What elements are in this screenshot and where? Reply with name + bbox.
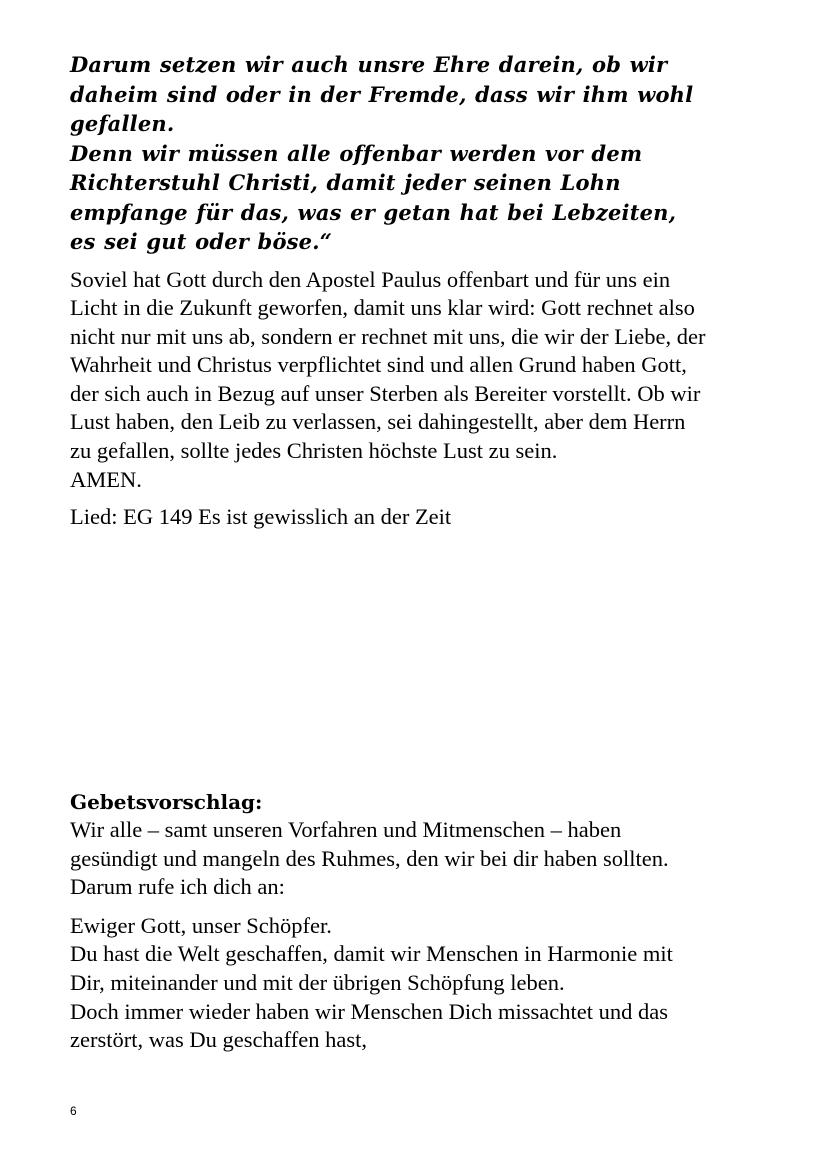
text-line: Doch immer wieder haben wir Menschen Dich missachtet und das — [70, 998, 668, 1024]
prayer-paragraph — [70, 912, 780, 1055]
sermon-paragraph — [70, 266, 780, 495]
text-line: Wahrheit und Christus verpflichtet sind und allen Grund haben Gott, — [70, 352, 687, 378]
quote-line: daheim sind oder in der Fremde, dass wir ihm wohl — [70, 81, 694, 107]
text-line: Ewiger Gott, unser Schöpfer. — [70, 912, 332, 938]
text-line: zu gefallen, sollte jedes Christen höchste Lust zu sein. — [70, 438, 558, 464]
text-line: Darum rufe ich dich an: — [70, 874, 285, 900]
hymn-reference: Lied: EG 149 Es ist gewisslich an der Zeit — [70, 504, 452, 530]
prayer-block — [70, 816, 780, 1055]
text-line: der sich auch in Bezug auf unser Sterben als Bereiter vorstellt. Ob wir — [70, 380, 701, 406]
text-line: Licht in die Zukunft geworfen, damit uns klar wird: Gott rechnet also — [70, 295, 695, 321]
prayer-intro-paragraph — [70, 816, 780, 902]
prayer-heading: Gebetsvorschlag: — [70, 790, 263, 814]
quote-line: Richterstuhl Christi, damit jeder seinen Lohn — [70, 170, 621, 195]
text-line: nicht nur mit uns ab, sondern er rechnet mit uns, die wir der Liebe, der — [70, 323, 706, 349]
text-line: Du hast die Welt geschaffen, damit wir Menschen in Harmonie mit — [70, 941, 673, 967]
text-line: Wir alle – samt unseren Vorfahren und Mitmenschen – haben — [70, 817, 622, 842]
text-line: Lust haben, den Leib zu verlassen, sei dahingestellt, aber dem Herrn — [70, 409, 686, 435]
page-content — [70, 50, 780, 532]
quote-line: Darum setzen wir auch unsre Ehre darein, ob wir — [70, 52, 668, 77]
amen-line: AMEN. — [70, 466, 142, 492]
quote-line: Denn wir müssen alle offenbar werden vor dem — [70, 140, 643, 166]
text-line: zerstört, was Du geschaffen hast, — [70, 1027, 367, 1053]
quote-line: es sei gut oder böse.“ — [70, 229, 333, 254]
quote-line: empfange für das, was er getan hat bei Lebzeiten, — [70, 199, 677, 225]
text-line: Soviel hat Gott durch den Apostel Paulus offenbart und für uns ein — [70, 266, 671, 292]
bible-quote — [70, 50, 780, 257]
text-line: gesündigt und mangeln des Ruhmes, den wir bei dir haben sollten. — [70, 845, 669, 871]
quote-line: gefallen. — [70, 111, 175, 136]
page-number: 6 — [70, 1104, 77, 1118]
text-line: Dir, miteinander und mit der übrigen Schöpfung leben. — [70, 969, 565, 995]
